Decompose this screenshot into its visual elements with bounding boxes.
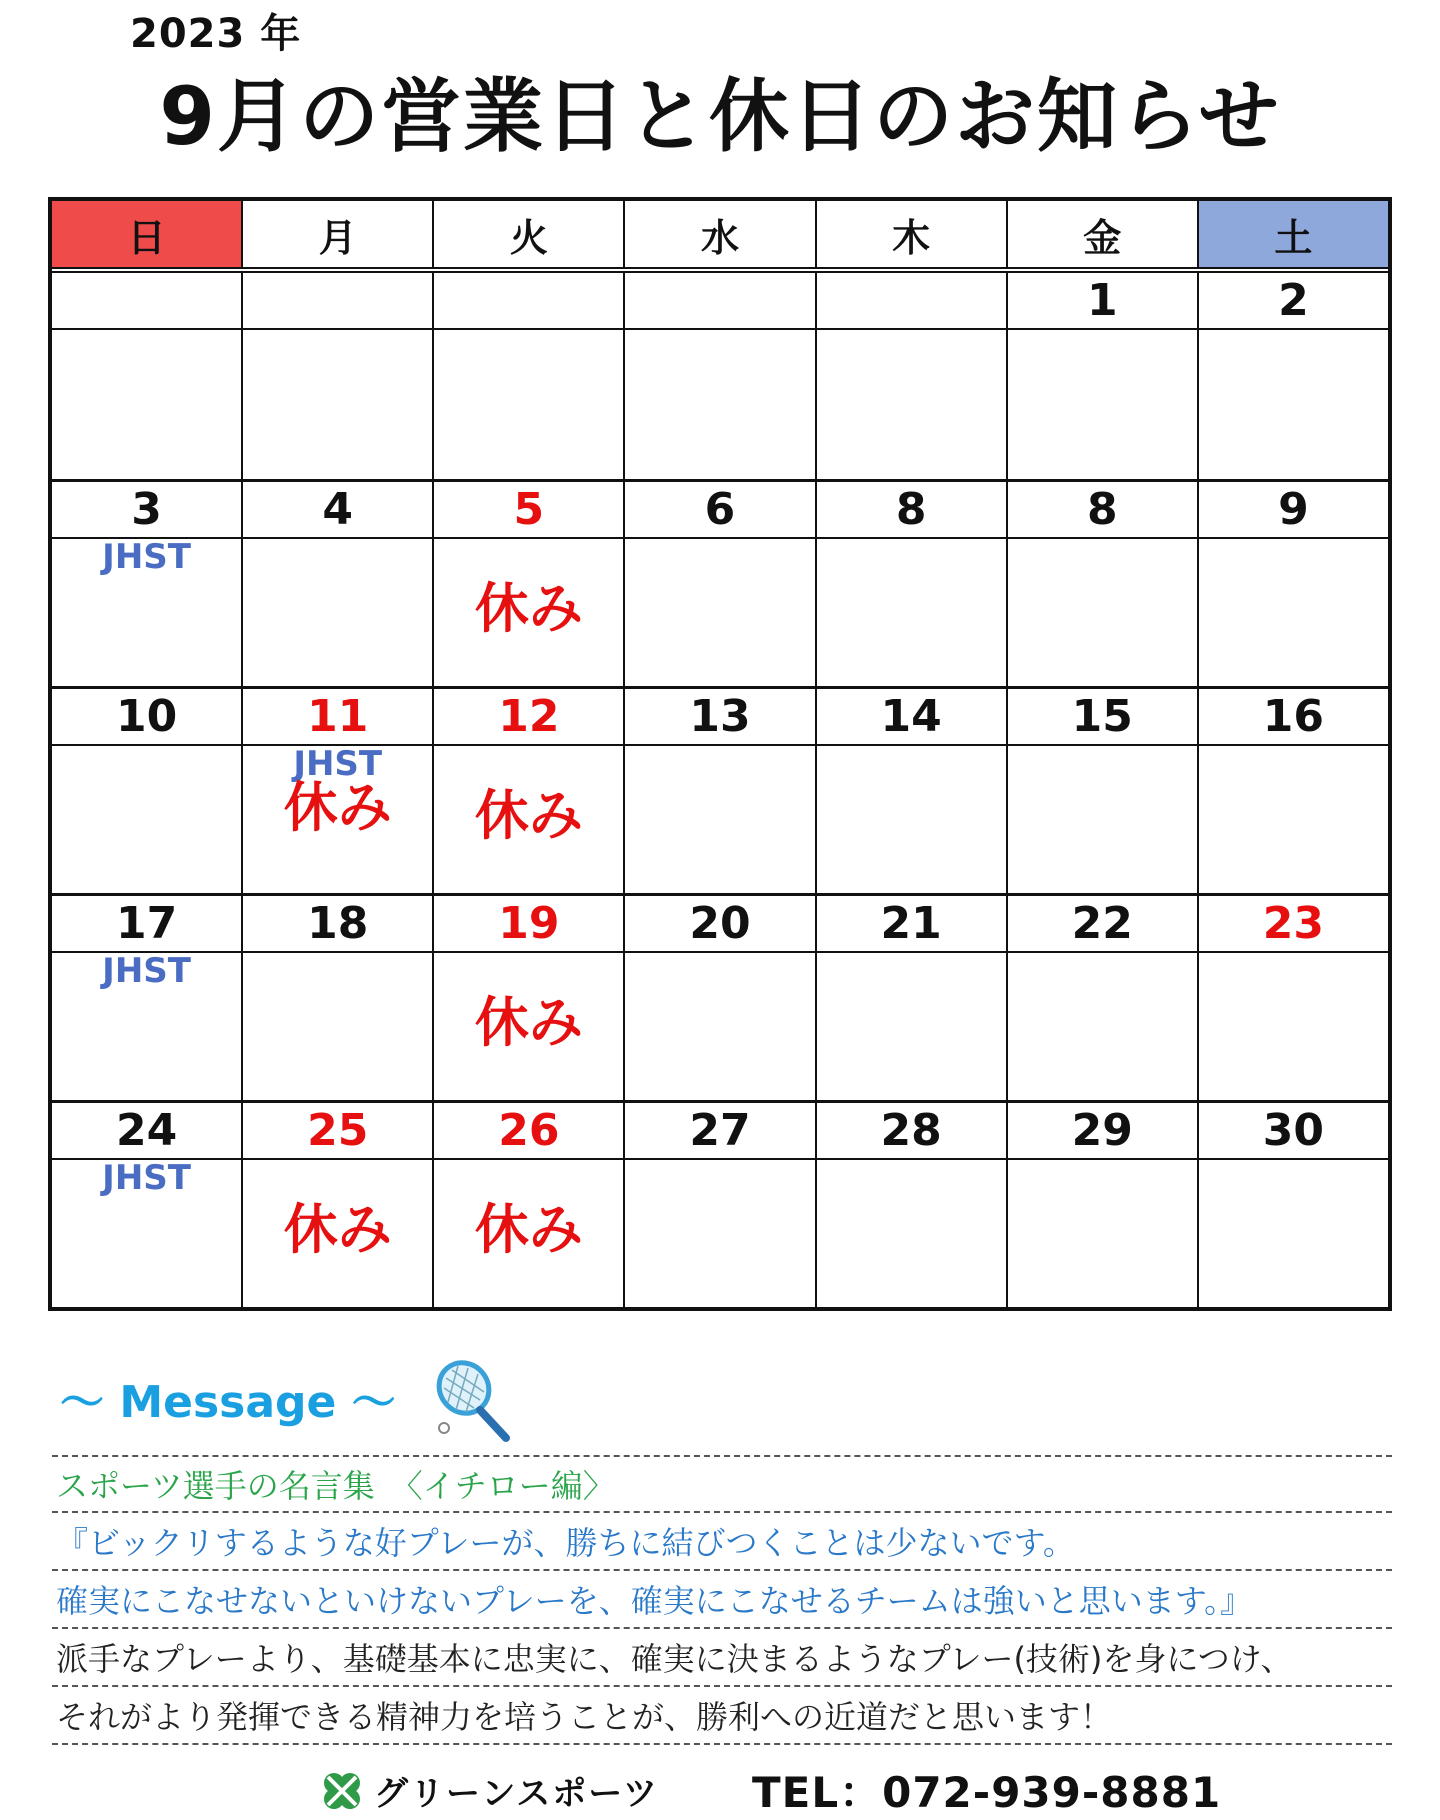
date-number <box>817 273 1008 328</box>
day-cell <box>52 539 243 686</box>
calendar-week <box>52 273 1388 482</box>
date-row <box>52 1103 1388 1160</box>
day-cell <box>1008 330 1199 479</box>
message-title: ～ Message ～ <box>60 1377 396 1428</box>
jhst-label: JHST <box>102 537 191 577</box>
message-line: それがより発揮できる精神力を培うことが、勝利への近道だと思います！ <box>52 1687 1392 1745</box>
day-cell <box>52 1160 243 1307</box>
day-cell <box>434 746 625 893</box>
date-number: 22 <box>1008 896 1199 951</box>
note-row <box>52 953 1388 1100</box>
phone-number: TEL：072-939-8881 <box>752 1768 1222 1817</box>
holiday-label: 休み <box>474 577 583 640</box>
weekday-header: 火 <box>434 201 625 267</box>
day-cell <box>52 746 243 893</box>
date-row <box>52 896 1388 953</box>
date-number: 16 <box>1262 691 1325 742</box>
message-line: 派手なプレーより、基礎基本に忠実に、確実に決まるようなプレー(技術)を身につけ、 <box>52 1629 1392 1687</box>
day-cell <box>243 746 434 893</box>
day-cell <box>1008 1160 1199 1307</box>
weekday-header: 木 <box>817 201 1008 267</box>
date-row <box>52 482 1388 539</box>
day-cell <box>1199 330 1388 479</box>
holiday-label: 休み <box>474 991 583 1054</box>
date-number: 8 <box>1008 482 1199 537</box>
date-number: 11 <box>243 689 434 744</box>
holiday-label: 休み <box>283 776 392 839</box>
date-number <box>243 273 434 328</box>
day-cell <box>434 953 625 1100</box>
date-number: 5 <box>434 482 625 537</box>
jhst-label: JHST <box>293 744 383 784</box>
date-number: 1 <box>1008 273 1199 328</box>
day-cell <box>817 1160 1008 1307</box>
date-number: 27 <box>625 1103 816 1158</box>
date-number: 13 <box>625 689 816 744</box>
jhst-label: JHST <box>102 951 191 991</box>
day-cell <box>625 330 816 479</box>
holiday-label: 休み <box>474 784 583 847</box>
day-cell <box>625 953 816 1100</box>
date-number: 6 <box>625 482 816 537</box>
jhst-label: JHST <box>102 1158 191 1198</box>
day-cell <box>1199 539 1388 686</box>
day-cell <box>243 330 434 479</box>
date-number: 3 <box>52 482 243 537</box>
date-number: 18 <box>243 896 434 951</box>
day-cell <box>243 1160 434 1307</box>
date-number: 28 <box>817 1103 1008 1158</box>
day-cell <box>817 953 1008 1100</box>
holiday-label: 休み <box>283 1198 392 1261</box>
footer <box>0 1766 1440 1817</box>
message-line: 確実にこなせないといけないプレーを、確実にこなせるチームは強いと思います。』 <box>52 1571 1392 1629</box>
calendar-week <box>52 1103 1388 1307</box>
calendar-week <box>52 689 1388 896</box>
day-cell <box>1008 953 1199 1100</box>
weekday-header: 土 <box>1199 201 1388 267</box>
calendar-week <box>52 896 1388 1103</box>
date-number: 4 <box>243 482 434 537</box>
date-number <box>625 273 816 328</box>
day-cell <box>817 746 1008 893</box>
date-number: 23 <box>1262 898 1325 949</box>
day-cell <box>434 1160 625 1307</box>
day-cell <box>243 953 434 1100</box>
message-line: スポーツ選手の名言集 〈イチロー編〉 <box>52 1455 1392 1513</box>
day-cell <box>1008 746 1199 893</box>
date-number: 26 <box>434 1103 625 1158</box>
weekday-header-row <box>52 201 1388 273</box>
day-cell <box>817 330 1008 479</box>
weekday-header: 金 <box>1008 201 1199 267</box>
date-number: 9 <box>1278 484 1309 535</box>
day-cell <box>434 330 625 479</box>
day-cell <box>1199 1160 1388 1307</box>
message-line: 『ビックリするような好プレーが、勝ちに結びつくことは少ないです。 <box>52 1513 1392 1571</box>
brand-name: グリーンスポーツ <box>374 1774 659 1814</box>
page-title: 9月の営業日と休日のお知らせ <box>159 70 1281 163</box>
day-cell <box>434 539 625 686</box>
day-cell <box>625 1160 816 1307</box>
date-number: 29 <box>1008 1103 1199 1158</box>
date-number: 19 <box>434 896 625 951</box>
calendar <box>48 197 1392 1311</box>
date-number <box>434 273 625 328</box>
date-row <box>52 273 1388 330</box>
day-cell <box>243 539 434 686</box>
date-number <box>52 273 243 328</box>
brand-logo <box>320 1766 659 1815</box>
date-number: 21 <box>817 896 1008 951</box>
date-number: 20 <box>625 896 816 951</box>
day-cell <box>817 539 1008 686</box>
day-cell <box>1199 953 1388 1100</box>
note-row <box>52 1160 1388 1307</box>
date-number: 15 <box>1008 689 1199 744</box>
year-label: 2023 年 <box>130 11 302 57</box>
tennis-racket-icon <box>430 1358 520 1452</box>
weekday-header: 月 <box>243 201 434 267</box>
date-number: 24 <box>52 1103 243 1158</box>
note-row <box>52 539 1388 686</box>
date-number: 2 <box>1278 275 1309 326</box>
day-cell <box>1008 539 1199 686</box>
day-cell <box>1199 746 1388 893</box>
day-cell <box>625 746 816 893</box>
date-number: 17 <box>52 896 243 951</box>
date-number: 14 <box>817 689 1008 744</box>
date-number: 12 <box>434 689 625 744</box>
note-row <box>52 746 1388 893</box>
date-number: 8 <box>817 482 1008 537</box>
date-number: 10 <box>52 689 243 744</box>
message-lines <box>52 1455 1392 1745</box>
day-cell <box>52 953 243 1100</box>
clover-logo-icon <box>320 1771 364 1811</box>
calendar-week <box>52 482 1388 689</box>
day-cell <box>625 539 816 686</box>
date-row <box>52 689 1388 746</box>
holiday-label: 休み <box>474 1198 583 1261</box>
date-number: 30 <box>1262 1105 1325 1156</box>
weekday-header: 水 <box>625 201 816 267</box>
day-cell <box>52 330 243 479</box>
weekday-header: 日 <box>52 201 243 267</box>
note-row <box>52 330 1388 479</box>
date-number: 25 <box>243 1103 434 1158</box>
